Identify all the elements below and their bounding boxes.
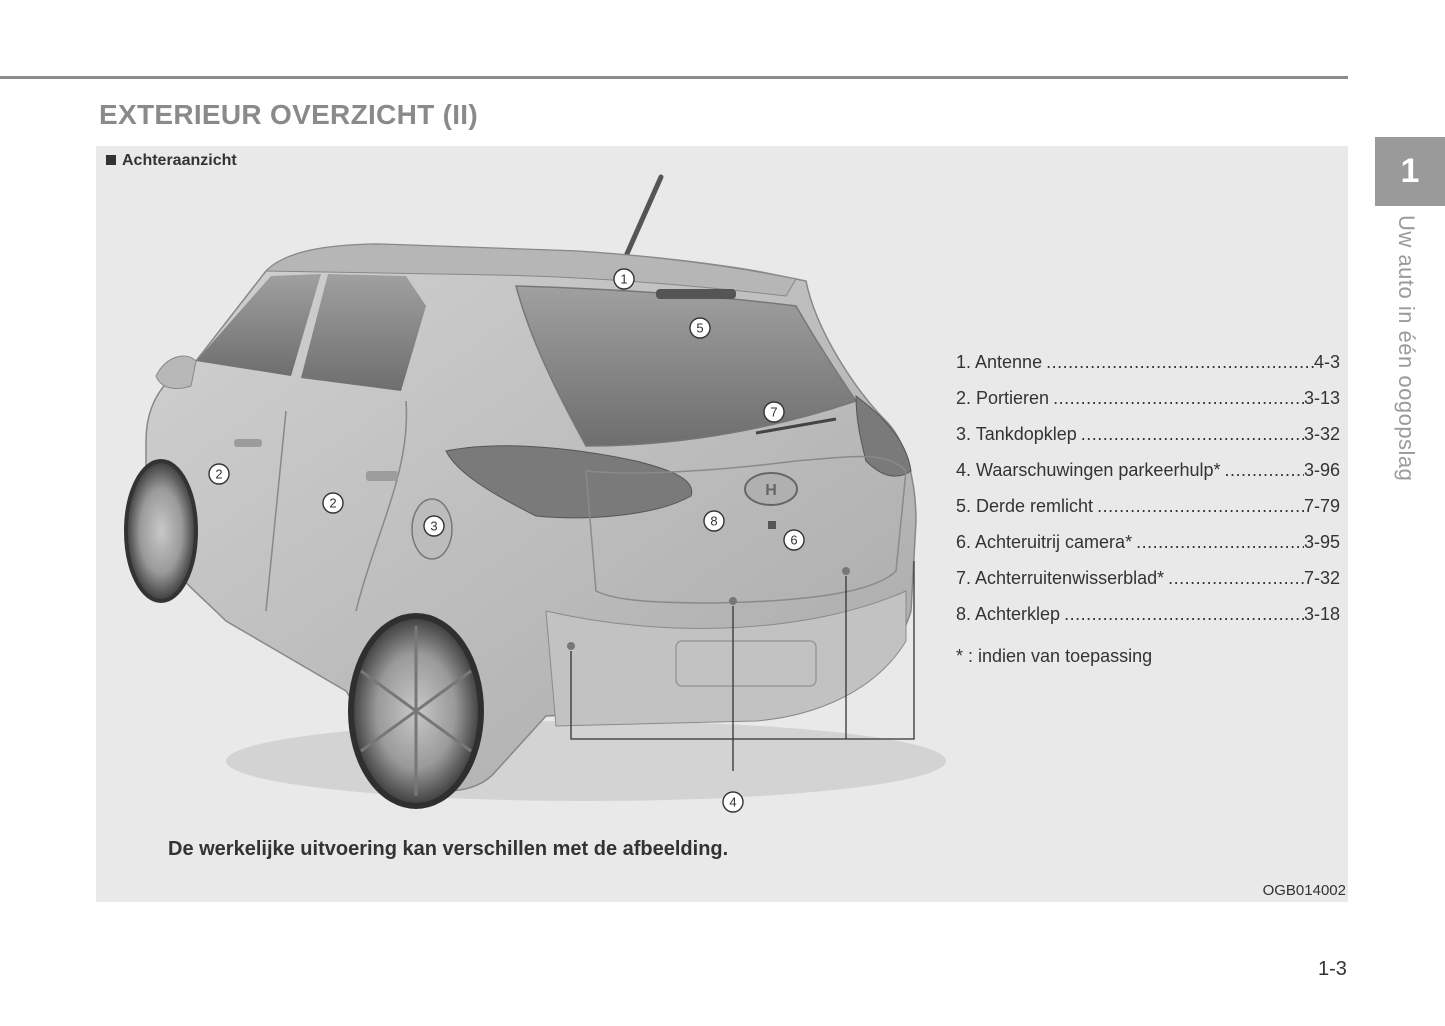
part-label: 3. Tankdopklep — [956, 424, 1077, 444]
dot-leader — [1064, 604, 1304, 625]
parts-list — [956, 352, 1340, 640]
part-page-ref: 7-32 — [1303, 568, 1340, 588]
svg-text:8: 8 — [710, 513, 718, 529]
callout-3 — [424, 516, 444, 536]
footnote: * : indien van toepassing — [956, 646, 1153, 666]
callout-2 — [323, 493, 343, 513]
section-label-text: Achteraanzicht — [122, 152, 237, 169]
list-item — [956, 352, 1340, 388]
svg-text:4: 4 — [729, 794, 737, 810]
chapter-title: Uw auto in één oogopslag — [1394, 215, 1419, 482]
part-page-ref: 3-32 — [1303, 424, 1340, 444]
part-page-ref: 3-96 — [1303, 460, 1340, 480]
dot-leader — [1136, 532, 1304, 553]
callout-4 — [723, 792, 743, 812]
part-page-ref: 7-79 — [1303, 496, 1340, 516]
svg-text:2: 2 — [215, 466, 223, 482]
part-page-ref: 3-18 — [1303, 604, 1340, 624]
disclaimer: De werkelijke uitvoering kan verschillen met de afbeelding. — [168, 838, 729, 860]
svg-text:2: 2 — [329, 495, 337, 511]
square-bullet-icon — [106, 155, 116, 165]
callout-2 — [209, 464, 229, 484]
dot-leader — [1224, 460, 1303, 481]
part-page-ref: 3-95 — [1303, 532, 1340, 552]
svg-text:3: 3 — [430, 518, 438, 534]
part-page-ref: 3-13 — [1303, 388, 1340, 408]
list-item — [956, 532, 1340, 568]
part-label: 2. Portieren — [956, 388, 1050, 408]
part-page-ref: 4-3 — [1313, 352, 1340, 372]
dot-leader — [1053, 388, 1304, 409]
callout-5 — [690, 318, 710, 338]
page-number: 1-3 — [1318, 958, 1347, 980]
svg-text:H: H — [765, 482, 777, 499]
dot-leader — [1168, 568, 1304, 589]
section-label — [106, 152, 237, 170]
list-item — [956, 424, 1340, 460]
figure-code: OGB014002 — [1262, 882, 1346, 899]
callout-1 — [614, 269, 634, 289]
callout-8 — [704, 511, 724, 531]
part-label: 4. Waarschuwingen parkeerhulp* — [956, 460, 1221, 480]
list-item — [956, 496, 1340, 532]
svg-text:5: 5 — [696, 320, 704, 336]
part-label: 6. Achteruitrij camera* — [956, 532, 1133, 552]
car-rear-illustration — [116, 171, 946, 821]
list-item — [956, 460, 1340, 496]
part-label: 7. Achterruitenwisserblad* — [956, 568, 1165, 588]
svg-text:6: 6 — [790, 532, 798, 548]
figure-panel — [96, 146, 1348, 902]
chapter-tab: 1 — [1375, 137, 1445, 206]
list-item — [956, 568, 1340, 604]
svg-text:1: 1 — [620, 271, 628, 287]
part-label: 8. Achterklep — [956, 604, 1061, 624]
page-title: EXTERIEUR OVERZICHT (II) — [99, 99, 478, 130]
list-item — [956, 604, 1340, 640]
part-label: 1. Antenne — [956, 352, 1043, 372]
dot-leader — [1046, 352, 1314, 373]
svg-text:7: 7 — [770, 404, 778, 420]
dot-leader — [1097, 496, 1304, 517]
callout-6 — [784, 530, 804, 550]
top-rule — [0, 76, 1348, 79]
list-item — [956, 388, 1340, 424]
dot-leader — [1081, 424, 1304, 445]
part-label: 5. Derde remlicht — [956, 496, 1094, 516]
callout-7 — [764, 402, 784, 422]
